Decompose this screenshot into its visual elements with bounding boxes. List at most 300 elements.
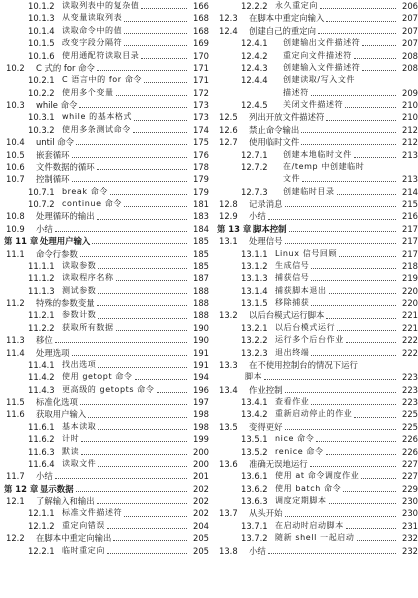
toc-entry-title: 以后台模式运行脚本	[249, 310, 325, 321]
toc-leader-dots	[311, 279, 396, 281]
toc-entry-title: 使用多个变量	[62, 87, 114, 97]
toc-entry	[217, 545, 418, 557]
toc-page-number: 171	[193, 75, 209, 86]
toc-entry	[4, 322, 209, 334]
toc-page-number: 215	[402, 199, 418, 209]
toc-entry	[4, 173, 209, 185]
toc-entry	[4, 198, 209, 210]
toc-entry-title: 小结	[249, 211, 266, 222]
toc-entry-title: 文件数据的循环	[36, 161, 95, 172]
toc-page-number: 201	[193, 471, 209, 482]
toc-page-number: 197	[193, 397, 209, 407]
toc-entry-number: 11.5	[6, 397, 25, 407]
toc-entry-number: 11.2	[6, 298, 25, 308]
toc-leader-dots	[362, 44, 396, 46]
toc-entry-title: 创建输入文件描述符	[283, 62, 361, 72]
toc-leader-dots	[343, 490, 396, 492]
toc-entry-number: 11.1.2	[28, 273, 55, 284]
toc-entry	[4, 408, 209, 420]
toc-page-number: 204	[193, 520, 209, 531]
toc-entry	[4, 111, 209, 123]
toc-leader-dots	[124, 20, 187, 22]
toc-leader-dots	[55, 477, 187, 479]
toc-entry-title: 运行多个后台作业	[275, 335, 344, 345]
toc-entry-number: 13.6.1	[241, 471, 268, 482]
toc-page-number: 190	[193, 335, 209, 346]
toc-page-number: 168	[193, 25, 209, 36]
toc-entry	[4, 470, 209, 482]
toc-entry	[4, 161, 209, 173]
toc-entry-title: 显示数据	[40, 483, 74, 494]
toc-leader-dots	[268, 218, 396, 220]
toc-entry-title: 使用 getopt 命令	[62, 372, 133, 382]
toc-entry-title: 获取所有数据	[62, 322, 114, 332]
toc-leader-dots	[339, 255, 396, 257]
toc-entry	[217, 408, 418, 420]
toc-entry-number: 12.8	[219, 199, 238, 209]
toc-entry-title: 在不使用控制台的情况下运行	[249, 359, 358, 370]
toc-entry-number: 10.1.6	[28, 50, 55, 61]
toc-leader-dots	[97, 502, 187, 504]
toc-entry-number: 13.1.5	[241, 298, 268, 308]
toc-entry-title: 变得更好	[249, 421, 283, 432]
toc-entry-title: while 的基本格式	[62, 112, 133, 122]
toc-entry-title: 测试参数	[62, 285, 97, 295]
toc-leader-dots	[329, 502, 396, 504]
toc-entry	[4, 62, 209, 74]
toc-page-number: 207	[402, 38, 418, 49]
toc-page-number: 200	[193, 446, 209, 457]
toc-entry-number: 10.6	[6, 161, 25, 172]
toc-leader-dots	[79, 106, 187, 108]
toc-entry-number: 13.2.1	[241, 322, 268, 333]
toc-entry	[4, 248, 209, 260]
toc-entry-title: 控制循环	[36, 174, 70, 185]
toc-entry-title: 命令行参数	[36, 248, 78, 259]
toc-page-number: 219	[402, 273, 418, 284]
toc-page-number: 218	[402, 260, 418, 271]
toc-page-number: 199	[193, 434, 209, 445]
toc-leader-dots	[97, 304, 187, 306]
toc-leader-dots	[144, 81, 187, 83]
toc-entry-title: 更高级的 getopts 命令	[62, 384, 155, 394]
toc-leader-dots	[326, 119, 396, 121]
toc-entry	[217, 260, 418, 272]
toc-entry-number: 11.1.3	[28, 285, 55, 296]
toc-page-number: 179	[193, 174, 209, 185]
toc-entry-title: 嵌套循环	[36, 149, 70, 160]
toc-entry	[4, 347, 209, 359]
toc-leader-dots	[337, 329, 396, 331]
toc-entry	[4, 359, 209, 371]
toc-entry-title: 在脚本中重定向输入	[249, 13, 325, 24]
toc-leader-dots	[311, 304, 396, 306]
toc-page-number: 230	[402, 508, 418, 519]
toc-page-number: 191	[193, 359, 209, 370]
toc-leader-dots	[81, 440, 187, 442]
toc-leader-dots	[318, 32, 396, 34]
toc-page-number: 207	[402, 13, 418, 24]
toc-entry-number: 12.5	[219, 112, 238, 123]
toc-entry-title: renice 命令	[275, 446, 324, 456]
toc-page-number: 198	[193, 421, 209, 432]
toc-entry	[4, 285, 209, 297]
toc-leader-dots	[98, 317, 187, 319]
toc-leader-dots	[124, 515, 187, 517]
toc-page-number: 181	[193, 199, 209, 209]
toc-entry	[4, 210, 209, 222]
toc-leader-dots	[107, 552, 187, 554]
toc-entry-title: while 命令	[36, 100, 78, 110]
toc-leader-dots	[326, 317, 396, 319]
toc-page-number: 196	[193, 384, 209, 395]
toc-leader-dots	[302, 180, 396, 182]
toc-page-number: 190	[193, 322, 209, 333]
toc-page-number: 229	[402, 483, 418, 494]
toc-page-number: 210	[402, 112, 418, 123]
toc-entry-title: 退出终端	[275, 347, 310, 357]
toc-leader-dots	[268, 552, 396, 554]
toc-entry-number: 13.4	[219, 384, 238, 395]
toc-entry-number: 12.2.2	[241, 1, 268, 11]
toc-entry	[4, 12, 209, 24]
toc-entry-title: 随新 shell 一起启动	[275, 533, 355, 543]
toc-entry-number: 12.4.1	[241, 38, 268, 49]
toc-entry-title: 临时重定向	[62, 545, 105, 555]
toc-entry-number: 10.3.2	[28, 124, 55, 135]
toc-page-number: 184	[193, 223, 209, 234]
toc-page-number: 194	[193, 372, 209, 383]
toc-entry-number: 11.6.3	[28, 446, 55, 457]
toc-entry-title: 重定向错误	[62, 520, 105, 530]
toc-page-number: 178	[193, 161, 209, 172]
toc-entry	[217, 12, 418, 24]
toc-entry-number: 13.1.3	[241, 273, 268, 284]
toc-leader-dots	[110, 193, 187, 195]
toc-entry-title: 参数计数	[62, 310, 97, 320]
toc-entry-title: 读取参数	[62, 260, 97, 270]
toc-leader-dots	[113, 539, 187, 541]
toc-entry	[217, 309, 418, 321]
toc-entry-title: 标准文件描述符	[62, 508, 123, 518]
toc-entry	[217, 347, 418, 359]
toc-entry-number: 13.5.2	[241, 446, 268, 457]
toc-page-number: 185	[193, 248, 209, 259]
toc-leader-dots	[311, 354, 396, 356]
toc-leader-dots	[354, 156, 396, 158]
toc-entry-number: 11.1.1	[28, 260, 55, 271]
toc-entry-number: 12.7.1	[241, 149, 268, 160]
toc-leader-dots	[97, 218, 187, 220]
toc-entry-title: 处理循环的输出	[36, 211, 95, 222]
toc-entry-title: 在启动时启动脚本	[275, 520, 344, 530]
toc-entry	[4, 309, 209, 321]
toc-entry-title: 读取文件	[62, 458, 97, 468]
toc-entry-title: 使用通配符读取目录	[62, 50, 140, 60]
toc-entry	[4, 260, 209, 272]
toc-page-number: 217	[402, 223, 418, 234]
toc-leader-dots	[316, 440, 396, 442]
toc-entry-title: 了解输入和输出	[36, 496, 95, 506]
toc-chapter-entry	[217, 223, 418, 235]
toc-page-number: 227	[402, 471, 418, 482]
toc-entry-number: 12.7.3	[241, 186, 268, 197]
toc-entry-number: 11.6	[6, 409, 25, 420]
toc-leader-dots	[362, 69, 396, 71]
toc-entry-number: 11.2.1	[28, 310, 55, 321]
toc-leader-dots	[80, 255, 187, 257]
toc-entry-number: 12.2	[6, 533, 25, 544]
toc-page-number: 212	[402, 137, 418, 148]
toc-page-number: 217	[402, 236, 418, 247]
toc-page-number: 213	[402, 174, 418, 185]
toc-leader-dots	[354, 57, 396, 59]
toc-entry-title: 捕获脚本退出	[275, 285, 327, 295]
toc-entry-title: 生成信号	[275, 260, 310, 270]
toc-entry	[4, 50, 209, 62]
toc-page-number: 188	[193, 298, 209, 308]
toc-entry-title: nice 命令	[275, 434, 315, 444]
toc-entry-title: 脚本	[245, 372, 263, 382]
toc-entry-title: 调度定期脚本	[275, 496, 327, 505]
toc-entry-title: 使用 at 命令调度作业	[275, 471, 360, 481]
toc-entry-number: 13.7.1	[241, 520, 268, 531]
toc-entry-number: 11.7	[6, 471, 25, 482]
toc-entry	[4, 384, 209, 396]
toc-page-number: 226	[402, 434, 418, 445]
toc-entry-title: break 命令	[62, 186, 108, 196]
toc-page-number: 225	[402, 409, 418, 420]
toc-entry-number: 12.4.2	[241, 50, 268, 61]
toc-entry	[217, 446, 418, 458]
toc-entry-title: 创建读取/写入文件	[283, 75, 356, 85]
toc-leader-dots	[107, 527, 187, 529]
toc-entry-title: 小结	[36, 471, 53, 482]
toc-entry-number: 11.4.3	[28, 384, 55, 395]
toc-leader-dots	[98, 465, 187, 467]
toc-entry-title: 关闭文件描述符	[283, 100, 344, 109]
toc-entry	[217, 0, 418, 12]
toc-entry-number: 10.8	[6, 211, 25, 222]
toc-entry-number: 10.7.1	[28, 186, 55, 197]
toc-entry	[217, 520, 418, 532]
toc-entry-title: 脚本控制	[253, 223, 287, 234]
toc-leader-dots	[124, 32, 187, 34]
toc-entry	[217, 124, 418, 136]
toc-entry	[4, 520, 209, 532]
toc-entry-title: 读取程序名称	[62, 273, 114, 283]
toc-entry	[217, 470, 418, 482]
toc-page-number: 226	[402, 446, 418, 457]
toc-entry-number: 13.2.2	[241, 335, 268, 346]
toc-entry-number: 13.5.1	[241, 434, 268, 445]
toc-page-number: 220	[402, 298, 418, 308]
toc-leader-dots	[357, 539, 397, 541]
toc-entry	[217, 396, 418, 408]
toc-entry-number: 11.4.2	[28, 372, 55, 383]
toc-leader-dots	[285, 242, 397, 244]
toc-entry	[217, 359, 418, 371]
toc-entry	[4, 545, 209, 557]
toc-leader-dots	[76, 490, 188, 492]
toc-entry-title: 永久重定向	[275, 1, 318, 10]
toc-entry-number: 12.4.5	[241, 100, 268, 110]
toc-entry-number: 13.1.4	[241, 285, 268, 296]
toc-leader-dots	[285, 205, 397, 207]
toc-page-number: 166	[193, 1, 209, 11]
toc-entry-title: 创建自己的重定向	[249, 25, 316, 36]
toc-leader-dots	[361, 477, 396, 479]
toc-entry-title: 以后台模式运行	[275, 322, 336, 332]
toc-entry	[217, 334, 418, 346]
toc-entry-number: 11.6.4	[28, 458, 55, 469]
toc-entry	[4, 433, 209, 445]
toc-page-number: 179	[193, 186, 209, 197]
toc-page-number: 174	[193, 124, 209, 135]
toc-page-number: 232	[402, 545, 418, 556]
toc-entry-number: 12.4	[219, 25, 238, 36]
toc-entry	[4, 99, 209, 111]
toc-entry-title: 找出选项	[62, 359, 97, 369]
toc-entry-title: 获取用户输入	[36, 409, 87, 420]
toc-entry	[4, 446, 209, 458]
toc-page-number: 170	[193, 50, 209, 61]
toc-leader-dots	[346, 341, 396, 343]
toc-entry-number: 12.1.1	[28, 508, 55, 519]
toc-page-number: 217	[402, 248, 418, 259]
toc-entry-title: 默读	[62, 446, 80, 456]
toc-entry-title: 改变字段分隔符	[62, 38, 123, 48]
toc-entry	[217, 186, 418, 198]
toc-page-number: 208	[402, 50, 418, 61]
toc-entry	[217, 495, 418, 507]
toc-entry-title: 使用 batch 命令	[275, 483, 342, 493]
toc-entry-number: 第 12 章	[4, 483, 39, 494]
toc-entry	[4, 186, 209, 198]
toc-entry-title: 在脚本中重定向输出	[36, 533, 112, 544]
toc-entry	[217, 25, 418, 37]
toc-entry-title: C 语言中的 for 命令	[62, 75, 143, 85]
toc-entry-title: 描述符	[283, 87, 309, 97]
toc-entry-title: 处理选项	[36, 347, 70, 358]
toc-entry-number: 12.4.3	[241, 62, 268, 73]
toc-entry-title: until 命令	[36, 137, 74, 148]
toc-page-number: 225	[402, 421, 418, 432]
toc-page-number: 207	[402, 25, 418, 36]
toc-leader-dots	[141, 7, 187, 9]
toc-entry	[4, 421, 209, 433]
toc-entry	[217, 74, 418, 86]
toc-page-number: 212	[402, 124, 418, 135]
toc-entry	[217, 322, 418, 334]
toc-entry-title: 小结	[249, 545, 266, 556]
toc-entry-number: 11.4.1	[28, 359, 55, 370]
toc-entry-number: 10.7.2	[28, 199, 55, 209]
toc-entry-number: 13.6.2	[241, 483, 268, 494]
toc-entry-title: 记录消息	[249, 199, 283, 209]
toc-page-number: 202	[193, 496, 209, 506]
toc-leader-dots	[92, 242, 187, 244]
toc-leader-dots	[72, 354, 188, 356]
toc-entry-title: 创建输出文件描述符	[283, 38, 361, 48]
toc-entry-number: 10.1.4	[28, 25, 55, 36]
toc-page-number: 171	[193, 62, 209, 73]
toc-entry	[217, 173, 418, 185]
toc-page-number: 231	[402, 520, 418, 531]
toc-entry-title: 使用多条测试命令	[62, 124, 131, 134]
toc-entry-title: 从变量读取列表	[62, 13, 123, 23]
toc-entry-title: 从头开始	[249, 508, 283, 519]
toc-entry-number: 第 13 章	[217, 223, 252, 234]
toc-leader-dots	[157, 391, 188, 393]
toc-entry-title: 移位	[36, 335, 53, 346]
toc-entry-number: 12.4.4	[241, 75, 268, 86]
toc-leader-dots	[326, 20, 396, 22]
toc-page-number: 222	[402, 335, 418, 346]
toc-page-number: 168	[193, 13, 209, 24]
toc-leader-dots	[289, 230, 397, 232]
toc-entry	[217, 161, 418, 173]
toc-page-number: 221	[402, 310, 418, 321]
toc-entry-number: 12.1	[6, 496, 25, 506]
toc-entry-number: 10.1.5	[28, 38, 55, 49]
toc-page-number: 200	[193, 458, 209, 469]
toc-entry	[217, 458, 418, 470]
toc-leader-dots	[98, 428, 187, 430]
toc-page-number: 220	[402, 285, 418, 296]
toc-entry	[4, 396, 209, 408]
toc-leader-dots	[285, 391, 397, 393]
toc-entry	[217, 384, 418, 396]
toc-entry-number: 12.7.2	[241, 161, 268, 172]
toc-leader-dots	[326, 453, 396, 455]
toc-entry	[217, 198, 418, 210]
toc-leader-dots	[301, 143, 396, 145]
toc-entry-title: Linux 信号回顾	[275, 248, 338, 258]
toc-entry-number: 10.7	[6, 174, 25, 185]
toc-page-number: 221	[402, 322, 418, 333]
toc-entry-number: 13.8	[219, 545, 238, 556]
toc-entry-number: 10.2.1	[28, 75, 55, 86]
toc-entry-number: 12.6	[219, 124, 238, 135]
toc-page-number: 214	[402, 186, 418, 197]
toc-entry	[4, 149, 209, 161]
toc-chapter-entry	[4, 483, 209, 495]
toc-entry-number: 12.9	[219, 211, 238, 222]
toc-entry-number: 13.6	[219, 458, 238, 469]
toc-page-number: 191	[193, 347, 209, 358]
toc-entry	[217, 50, 418, 62]
toc-entry	[217, 149, 418, 161]
toc-entry	[4, 272, 209, 284]
toc-chapter-entry	[4, 235, 209, 247]
toc-entry	[4, 532, 209, 544]
toc-entry	[217, 37, 418, 49]
toc-entry	[217, 297, 418, 309]
toc-leader-dots	[320, 7, 396, 9]
toc-entry	[217, 507, 418, 519]
toc-page-number: 205	[193, 533, 209, 544]
toc-entry-title: C 式的 for 命令	[36, 62, 95, 73]
toc-page-number: 188	[193, 310, 209, 321]
toc-entry-title: 使用临时文件	[249, 137, 300, 148]
toc-page-number: 173	[193, 112, 209, 123]
toc-entry	[4, 507, 209, 519]
toc-entry-title: 处理信号	[249, 236, 283, 247]
toc-entry	[217, 210, 418, 222]
toc-entry	[4, 124, 209, 136]
toc-page-number: 205	[193, 545, 209, 556]
